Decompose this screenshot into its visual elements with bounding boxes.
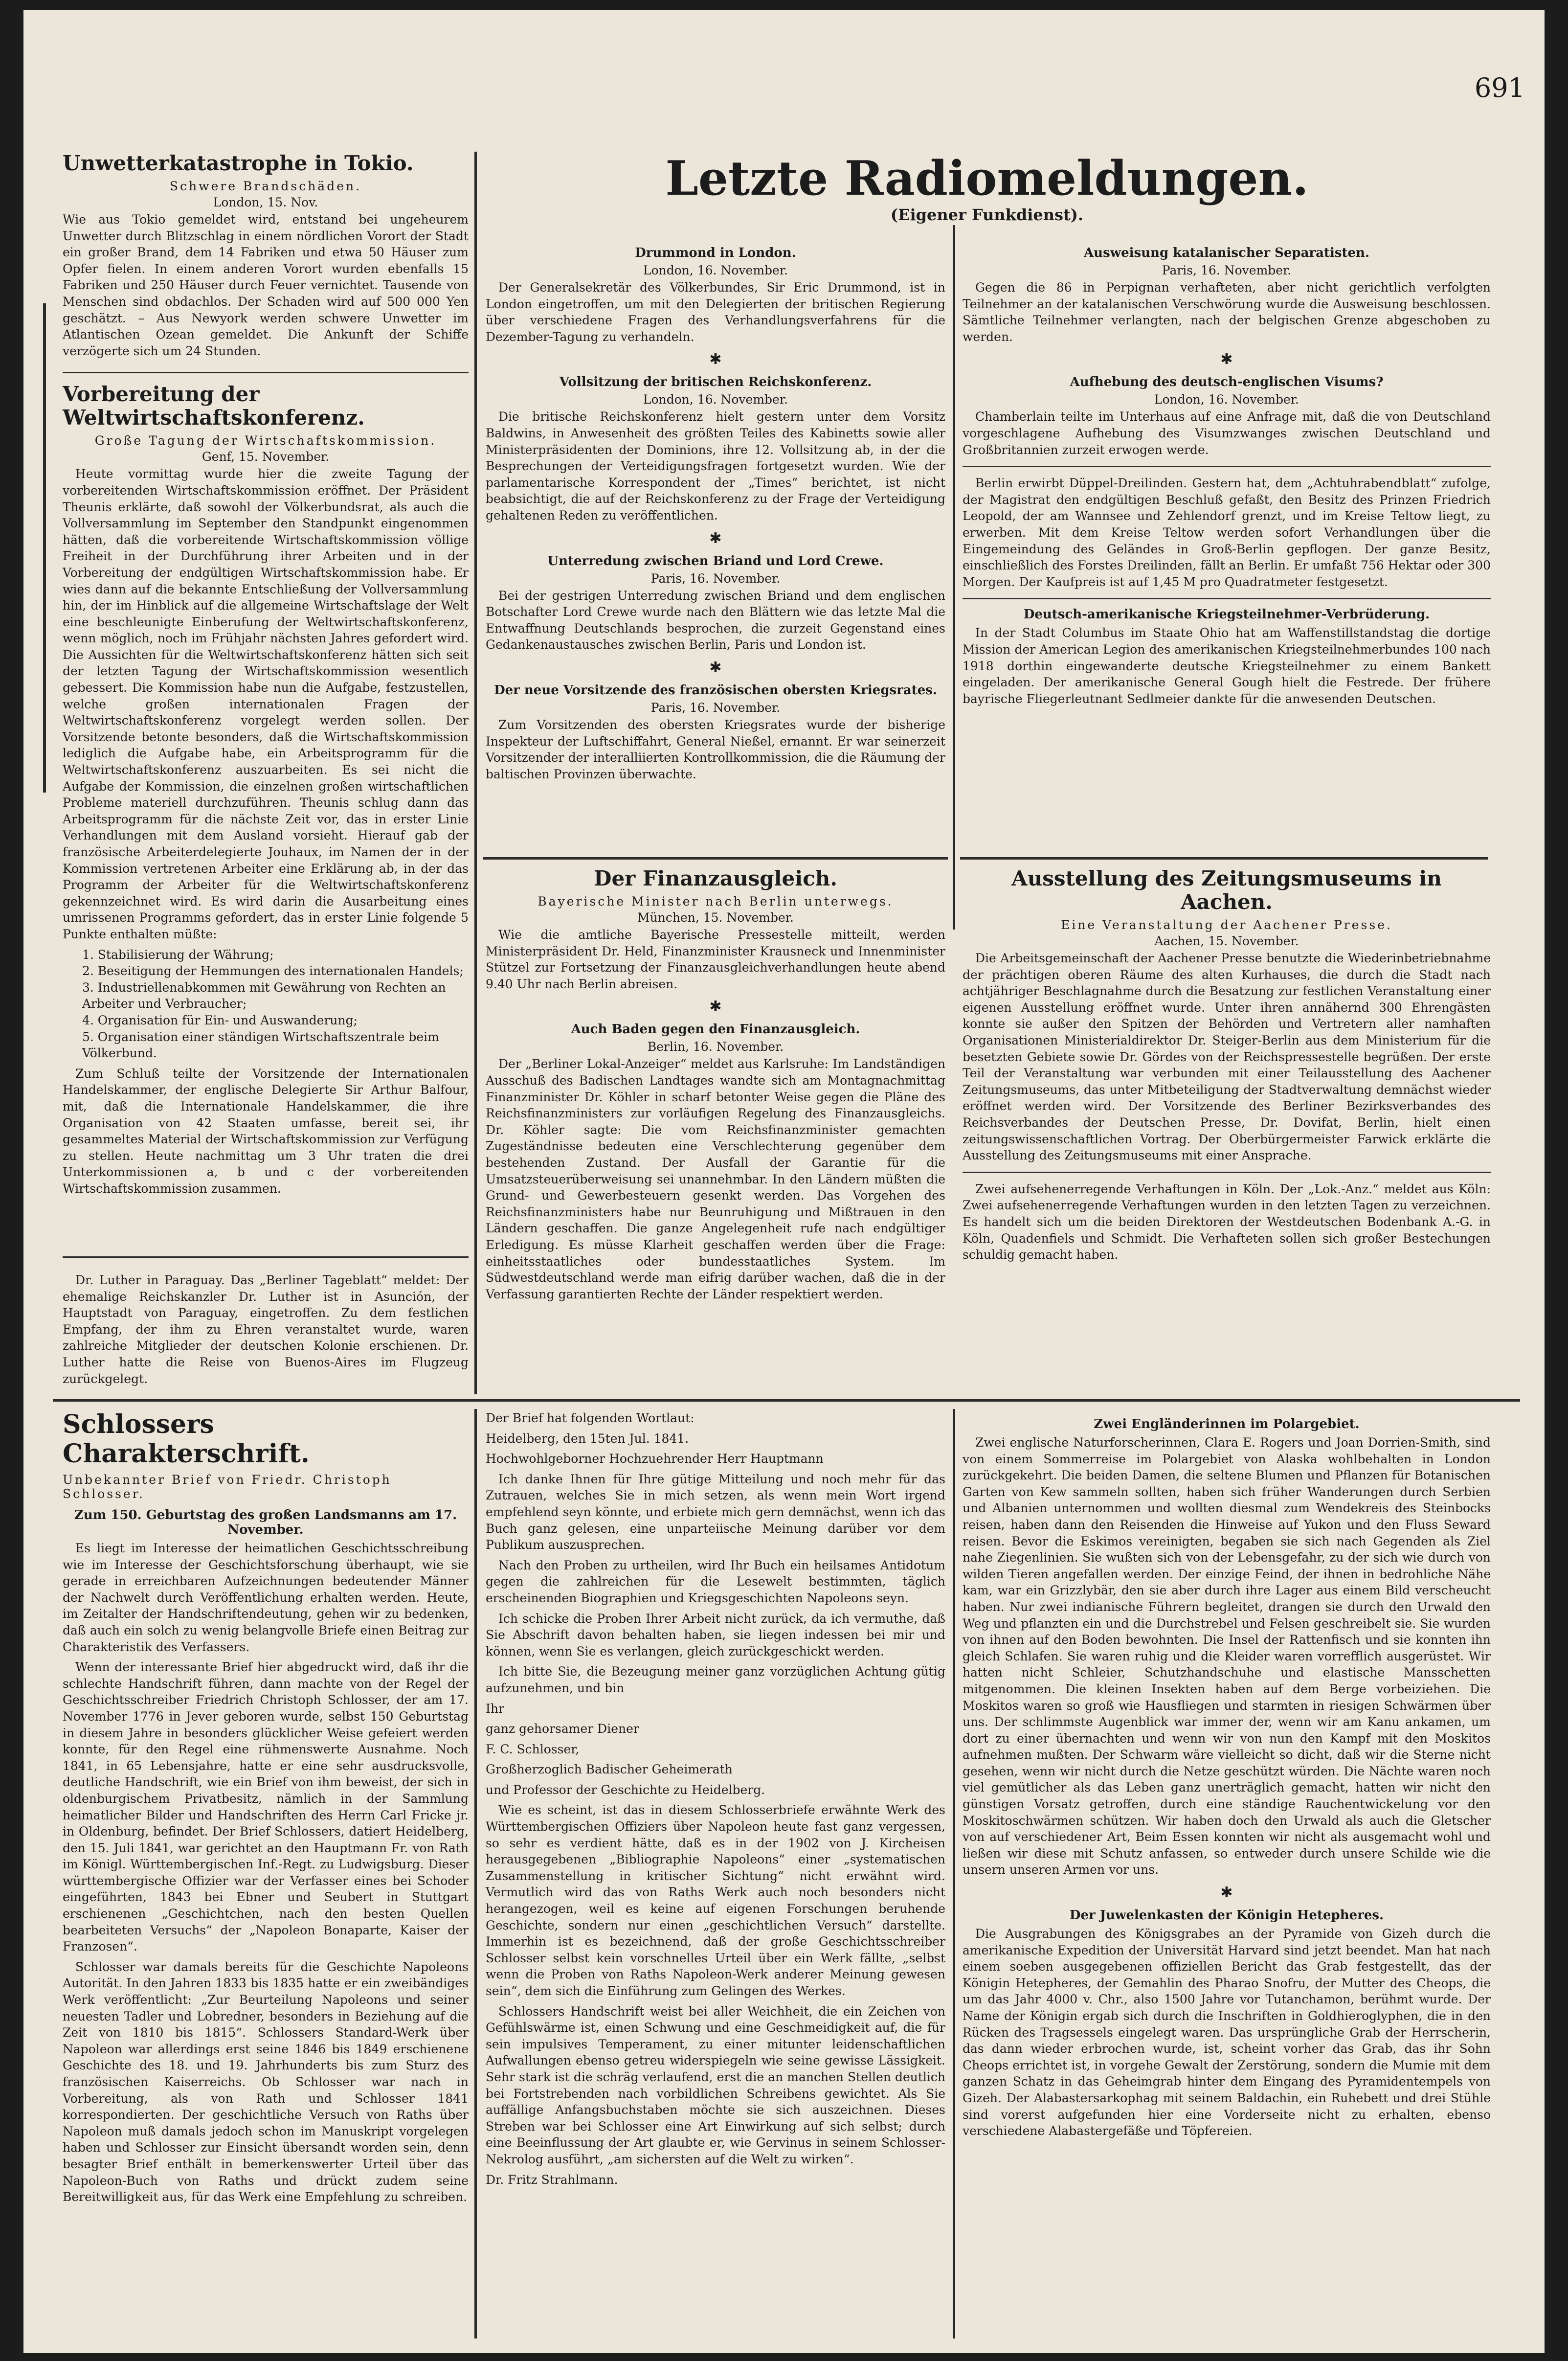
hetepheres-body: Die Ausgrabungen des Königsgrabes an der Pyramide von Gizeh durch die amerikanische Expedition der Universität Harvard sind jetzt beendet. Man hat nach einem soeben ausgegebenen offiziellen Bericht das Grab festgestellt, das der Königin Hetepheres, der Gemahlin des Pharao Snofru, der Mutter des Cheops, die um das Jahr 4000 v. Chr., also 1500 Jahre vor Tutanchamon, berühmt wurde. Der Name der Königin ergab sich durch die Inschriften in Goldhieroglyphen, die in den Rücken des Tragsessels eingelegt waren. Das ursprüngliche Grab der Herrscherin, das dann wieder erbrochen wurde, ist, scheint vorher das Grab, das ihr Sohn Cheops errichtet ist, in vorgehe Gewalt der Zerstörung, sondern die Mumie mit dem ganzen Schatz in das Geheimgrab hinter dem Eingang des Pyramidentempels von Gizeh. Der Alabastersarkophag mit seinem Baldachin, ein Ruhebett und drei Stühle sind vorerst aufgefunden hier eine Vorderseite nicht zu erhalten, ebenso verschiedene Alabastergefäße und Töpfereien. xyxy=(963,1927,1491,2138)
column-divider xyxy=(43,303,46,793)
section-rule xyxy=(963,466,1491,467)
hetepheres-headline: Der Juwelenkasten der Königin Hetepheres. xyxy=(1069,1908,1384,1923)
point-item: 5. Organisation einer ständigen Wirtschaftszentrale beim Völkerbund. xyxy=(82,1029,439,1061)
section-rule xyxy=(963,1172,1491,1173)
letter-paragraph: Ich bitte Sie, die Bezeugung meiner ganz vorzüglichen Achtung gütig aufzunehmen, und bin xyxy=(486,1664,945,1695)
section-rule xyxy=(960,857,1488,860)
reichskonferenz-dateline: London, 16. November. xyxy=(643,392,788,407)
letter-intro: Der Brief hat folgenden Wortlaut: xyxy=(486,1411,694,1425)
right-column xyxy=(963,239,1491,711)
section-rule xyxy=(483,857,948,860)
luther-text: Dr. Luther in Paraguay. Das „Berliner Tageblatt“ meldet: Der ehemalige Reichskanzler Dr. Luther ist in Asunción, der Hauptstadt von Paraguay, eingetroffen. Zu dem festlichen Empfang, der ihm zu Ehren veranstaltet wurde, waren zahlreiche Mitglieder der deutschen Kolonie erschienen. Dr. Luther hatte die Reise von Buenos-Aires im Flugzeug zurückgelegt. xyxy=(63,1273,469,1386)
weltwirtschaft-headline: Vorbereitung der Weltwirtschaftskonferenz. xyxy=(63,382,365,430)
polar-body: Zwei englische Naturforscherinnen, Clara E. Rogers und Joan Dorrien-Smith, sind von einem Sommerreise im Polargebiet von Alaska wohlbehalten in London zurückgekehrt. Die beiden Damen, die seltene Blumen und Pflanzen für Botanischen Garten von Kew sammeln sollten, haben sich früher Wanderungen durch Serbien und Albanien unternommen und wollten diesmal zum Wendekreis des Steinbocks reisen, haben dann den Reisenden die Hinweise auf Yukon und den Fluss Seward reisen. Bevor die Eskimos vereinigten, begaben sie sich nach Gegenden als Ziel nahe Ziegenlinien. Sie wußten sich von der Lebensgefahr, zu der sich wie durch von wilden Tieren angefallen werden. Der einzige Feind, der ihnen in bedrohliche Nähe kam, war ein Grizzlybär, den sie aber durch ihre Lager aus einem Bild verscheucht haben. Nur zwei indianische Führern begleitet, drangen sie durch den Urwald den Weg und pflanzten ein und die Durchstrebel und Felsen geschreibelt sie. Sie wurden von ihnen auf den Boden bewohnten. Die Insel der Rattenfisch und sie konnten ihn gleich Schlafen. Sie waren ruhig und die Kleider waren vorrefflich ausgerüstet. Wir hatten nicht Schleier, Schutzhandschuhe und elastische Mansschetten mitgenommen. Die kleinen Insekten haben auf dem Berge vorbeiziehen. Die Moskitos waren so groß wie Hausfliegen und starmten in riesigen Schwärmen über uns. Der schlimmste Augenblick war immer der, wenn wir am Kanu ankamen, um dort zu einer übernachten und wenn wir von nun den Kampf mit den Moskitos aufnehmen mußten. Der Schwarm wäre vielleicht so dicht, daß wir die Sterne nicht gesehen, wenn wir nicht durch die Netze geschützt würden. Die Nächte waren noch viel gemütlicher als das Leben ganz unerträglich gemacht, hatten wir nicht den günstigen Vorsatz getroffen, durch eine ständige Rauchentwickelung vor den Moskitoschwärmen schützen. Wir haben doch den Urwald als auch die Gletscher von auf verschiedener Art, Beim Essen konnten wir nicht als ausgemacht wohl und ließen wir diese mit Schutz anfassen, so entweder durch unsere Schilde wie die unsern unseren Armen vor uns. xyxy=(963,1435,1491,1877)
weltwirtschaft-paragraph: Heute vormittag wurde hier die zweite Tagung der vorbereitenden Wirtschaftskommission eröffnet. Der Präsident Theunis erklärte, daß sowohl der Völkerbundsrat, als auch die Vollversammlung im September den Standpunkt eingenommen hätten, daß die vorbereitende Wirtschaftskommission völlige Freiheit in der Durchführung ihrer Arbeiten und in der Vorbereitung der endgültigen Wirtschaftskommission habe. Er wies dann auf die bekannte Entschließung der Vollversammlung hin, der im Hinblick auf die allgemeine Wirtschaftslage der Welt eine beschleunigte Einberufung der Weltwirtschaftskonferenz, wenn möglich, noch im Frühjahr nächsten Jahres gefordert wird. Die Aussichten für die Weltwirtschaftskonferenz hätten sich seit der letzten Tagung der Wirtschaftskommission wesentlich gebessert. Die Kommission habe nun die Aufgabe, festzustellen, welche großen internationalen Fragen der Weltwirtschaftskonferenz vorgelegt werden sollen. Der Vorsitzende betonte besonders, daß die Wirtschaftskommission lediglich die Aufgabe habe, ein Arbeitsprogramm für die Weltwirtschaftskonferenz auszuarbeiten. Es sei nicht die Aufgabe der Kommission, die einzelnen großen wirtschaftlichen Probleme materiell durchzuführen. Theunis schlug dann das Arbeitsprogramm für die nächste Zeit vor, das in erster Linie Verhandlungen mit dem Ausland vorsieht. Hierauf gab der französische Arbeiterdelegierte Jouhaux, im Namen der in der Kommission vertretenen Arbeiter eine Erklärung ab, in der das Programm der Arbeiter für die Weltwirtschaftskonferenz gekennzeichnet wird. Es wird darin die Ausarbeitung eines umrissenen Programms gefordert, das in erster Linie folgende 5 Punkte enthalten müßte: xyxy=(63,467,469,941)
kriegsrat-dateline: Paris, 16. November. xyxy=(650,700,781,715)
separatisten-body: Gegen die 86 in Perpignan verhafteten, aber nicht gerichtlich verfolgten Teilnehmer an der katalanischen Verschwörung wurde die Ausweisung beschlossen. Sämtliche Teilnehmer verlangten, nach der belgischen Grenze abgeschoben zu werden. xyxy=(963,280,1491,344)
point-item: 1. Stabilisierung der Währung; xyxy=(82,947,274,962)
drummond-dateline: London, 16. November. xyxy=(643,263,788,277)
separator-star: ✱ xyxy=(1220,1884,1233,1902)
schlosser-headline: Schlossers Charakterschrift. xyxy=(63,1409,310,1469)
dueppel-body: Berlin erwirbt Düppel-Dreilinden. Gestern hat, dem „Achtuhrabendblatt“ zufolge, der Magistrat den endgültigen Beschluß gefaßt, den Besitz des Prinzen Friedrich Leopold, der am Wannsee und Zehlendorf grenzt, und im Kreise Teltow liegt, zu erwerben. Mit dem Kreise Teltow werden sofort Verhandlungen über die Eingemeindung des Geländes in Groß-Berlin gepflogen. Der ganze Besitz, einschließlich des Forstes Dreilinden, fällt an Berlin. Er umfaßt 756 Hektar oder 300 Morgen. Der Kaufpreis ist auf 1,45 M pro Quadratmeter festgesetzt. xyxy=(963,476,1491,589)
schlosser-article xyxy=(63,1410,469,2209)
baden-headline: Auch Baden gegen den Finanzausgleich. xyxy=(571,1022,860,1037)
letter-paragraph: Nach den Proben zu urtheilen, wird Ihr Buch ein heilsames Antidotum gegen die zahlreichen für die Lesewelt bestimmten, täglich erscheinenden Biographien und Kriegsgeschichten Napoleons seyn. xyxy=(486,1558,945,1605)
luther-note xyxy=(63,1272,469,1391)
weltwirtschaft-paragraph: Zum Schluß teilte der Vorsitzende der Internationalen Handelskammer, der englische Delegierte Sir Arthur Balfour, mit, daß die Internationale Handelskammer, die ihre Organisation von 42 Staaten umfasse, bereit sei, ihr gesammeltes Material der Wirtschaftskommission zur Verfügung zu stellen. Heute nachmittag um 3 Uhr traten die drei Unterkommissionen a, b und c der vorbereitenden Wirtschaftskommission zusammen. xyxy=(63,1066,469,1196)
letter-commentary: Schlossers Handschrift weist bei aller Weichheit, die ein Zeichen von Gefühlswärme ist, einen Schwung und eine Geschmeidigkeit auf, die für sein impulsives Temperament, zu einer mitunter leidenschaftlichen Aufwallungen ebenso getreu widerspiegeln wie seine gewisse Lässigkeit. Sehr stark ist die schräg verlaufend, erst die an manchen Stellen deutlich bei Fortstrebenden nach vorbildlichen Schreibens gewichtet. Als Sie auffällige Anfangsbuchstaben möchte sie sich auszeichnen. Dieses Streben war bei Schlosser eine Art Einwirkung auf sich selbst; durch eine Beeinflussung der Art glaubte er, wie Gervinus in seinem Schlosser-Nekrolog ausführt, „am sichersten auf die Welt zu wirken“. xyxy=(486,2004,945,2166)
radio-headline: Letzte Radiomeldungen. xyxy=(665,151,1309,206)
letter-place: Heidelberg, den 15ten Jul. 1841. xyxy=(486,1431,689,1446)
koeln-paragraph: Zwei aufsehenerregende Verhaftungen in Köln. Der „Lok.-Anz.“ meldet aus Köln: Zwei aufsehenerregende Verhaftungen wurden in den letzten Tagen zu verzeichnen. Es handelt sich um die beiden Direktoren der Westdeutschen Bodenbank A.-G. in Köln, Quadenfiels und Schmidt. Die Verhafteten sollen sich großer Bestechungen schuldig gemacht haben. xyxy=(963,1181,1491,1262)
finanz-dateline: München, 15. November. xyxy=(637,910,794,925)
baden-dateline: Berlin, 16. November. xyxy=(647,1040,784,1054)
tokyo-dateline: London, 15. Nov. xyxy=(213,195,318,209)
separator-star: ✱ xyxy=(1220,351,1233,368)
separatisten-dateline: Paris, 16. November. xyxy=(1162,263,1292,277)
section-rule xyxy=(963,598,1491,599)
drummond-headline: Drummond in London. xyxy=(635,246,796,260)
radio-header xyxy=(483,152,1491,233)
separator-star: ✱ xyxy=(709,529,722,547)
letter-signature: und Professor der Geschichte zu Heidelberg. xyxy=(486,1782,765,1797)
polar-article xyxy=(963,1410,1491,2143)
drummond-body: Der Generalsekretär des Völkerbundes, Sir Eric Drummond, ist in London eingetroffen, um mit den Delegierten der britischen Regierung über verschiedene Fragen des Verhandlungsverfahrens für die Dezember-Tagung zu verhandeln. xyxy=(486,280,945,344)
tokyo-body: Wie aus Tokio gemeldet wird, entstand bei ungeheurem Unwetter durch Blitzschlag in einem nördlichen Vorort der Stadt ein großer Brand, dem 14 Fabriken und etwa 50 Häuser zum Opfer fielen. In einem anderen Vorort wurden ebenfalls 15 Fabriken und 250 Häuser durch Feuer vernichtet. Tausende von Menschen sind obdachlos. Der Schaden wird auf 500 000 Yen geschätzt. – Aus Newyork werden schwere Unwetter im Atlantischen Ozean gemeldet. Die Ankunft der Schiffe verzögerte sich um 24 Stunden. xyxy=(63,212,469,358)
letter-closing: Ihr xyxy=(486,1701,504,1716)
section-rule xyxy=(53,1399,1520,1402)
left-column xyxy=(63,152,469,1201)
weltwirtschaft-subtitle: Große Tagung der Wirtschaftskommission. xyxy=(94,433,437,448)
tokyo-headline: Unwetterkatastrophe in Tokio. xyxy=(63,151,414,175)
column-divider xyxy=(474,1409,477,2338)
kriegsteilnehmer-body: In der Stadt Columbus im Staate Ohio hat am Waffenstillstandstag die dortige Mission der American Legion des amerikanischen Kriegsteilnehmerbundes 100 nach 1918 dorthin eingewanderte deutsche Kriegsteilnehmer zu einem Bankett eingeladen. Der amerikanische General Gough hielt die Festrede. Der frühere bayrische Fliegerleutnant Sedlmeier dankte für die anwesenden Deutschen. xyxy=(963,626,1491,706)
polar-headline: Zwei Engländerinnen im Polargebiet. xyxy=(1094,1417,1360,1431)
column-divider xyxy=(953,1409,955,2338)
letter-signature: Großherzoglich Badischer Geheimerath xyxy=(486,1762,733,1777)
letter-paragraph: Ich danke Ihnen für Ihre gütige Mitteilung und noch mehr für das Zutrauen, welches Sie in mich setzen, als wenn mein Wort irgend empfehlend seyn könnte, und erbiete mich gern demnächst, wenn ich das Buch ganz gelesen, eine unparteiische Meinung darüber vor dem Publikum auszusprechen. xyxy=(486,1472,945,1552)
point-item: 2. Beseitigung der Hemmungen des internationalen Handels; xyxy=(82,964,464,978)
finanz-paragraph: Wie die amtliche Bayerische Pressestelle mitteilt, werden Ministerpräsident Dr. Held, Finanzminister Krausneck und Innenminister Stützel zur Fortsetzung der Finanzausgleichverhandlungen heute abend 9.40 Uhr nach Berlin abreisen. xyxy=(486,928,945,991)
kriegsrat-headline: Der neue Vorsitzende des französischen obersten Kriegsrates. xyxy=(494,682,937,698)
column-divider xyxy=(474,152,477,1394)
finanz-paragraph: Der „Berliner Lokal-Anzeiger“ meldet aus Karlsruhe: Im Landständigen Ausschuß des Badischen Landtages wandte sich am Montagnachmittag Finanzminister Dr. Köhler in scharf betonter Weise gegen die Pläne des Reichsfinanzministers zur vorläufigen Regelung des Finanzausgleichs. Dr. Köhler sagte: Die vom Reichsfinanzminister gemachten Zugeständnisse bedeuten eine Verschlechterung gegenüber dem bestehenden Zustand. Der Ausfall der Garantie für die Umsatzsteuerüberweisung sei unannehmbar. In den Ländern müßten die Grund- und Gewerbesteuern gesenkt werden. Das Vorgehen des Reichsfinanzministers habe nur Beunruhigung und Mißtrauen in den Ländern geschaffen. Die ganze Angelegenheit rufe nach endgültiger Erledigung. Es müsse Klarheit geschaffen werden über die Frage: einheitsstaatliches oder bundesstaatliches System. Im Südwestdeutschland werde man eifrig darüber wachen, daß die in der Verfassung garantierten Rechte der Länder respektiert werden. xyxy=(486,1057,945,1301)
point-item: 4. Organisation für Ein- und Auswanderung; xyxy=(82,1013,358,1027)
visum-body: Chamberlain teilte im Unterhaus auf eine Anfrage mit, daß die von Deutschland vorgeschlagene Aufhebung des Visumzwanges zwischen Deutschland und Großbritannien zurzeit erwogen werde. xyxy=(963,409,1491,457)
kriegsteilnehmer-headline: Deutsch-amerikanische Kriegsteilnehmer-Verbrüderung. xyxy=(1023,607,1430,622)
schlosser-paragraph: Schlosser war damals bereits für die Geschichte Napoleons Autorität. In den Jahren 1833 bis 1835 hatte er ein zweibändiges Werk veröffentlicht: „Zur Beurteilung Napoleons und seiner neuesten Tadler und Lobredner, besonders in Beziehung auf die Zeit von 1810 bis 1815“. Schlossers Standard-Werk über Napoleon war allerdings erst seine 1846 bis 1849 erschienene Geschichte des 18. und 19. Jahrhunderts bis zum Sturz des französischen Kaiserreichs. Ob Schlosser war nach in Vorbereitung, als von Rath und Schlosser 1841 korrespondierten. Der geschichtliche Versuch von Raths über Napoleon muß damals jedoch schon im Manuskript vorgelegen haben und Schlosser zur Einsicht übersandt worden sein, denn besagter Brief enthält in bemerkenswerter Urteil über das Napoleon-Buch von Raths und drückt zudem seine Bereitwilligkeit aus, für das Werk eine Empfehlung zu schreiben. xyxy=(63,1959,469,2204)
newspaper-page xyxy=(23,10,1545,2353)
museum-subtitle: Eine Veranstaltung der Aachener Presse. xyxy=(1061,918,1392,932)
finanz-subtitle: Bayerische Minister nach Berlin unterwegs. xyxy=(538,894,894,908)
separator-star: ✱ xyxy=(709,658,722,676)
schlosser-paragraph: Es liegt im Interesse der heimatlichen Geschichtsschreibung wie im Interesse der Geschichtsforschung überhaupt, wie sie gerade in erreichbaren Aufzeichnungen bedeutender Männer der Nachwelt durch Veröffentlichung erhalten werden. Heute, im Zeitalter der Handschriftendeutung, gehen wir zu bedenken, daß auch ein solch zu wenig belangvolle Briefe einen Beitrag zur Charakteristik des Verfassers. xyxy=(63,1541,469,1654)
weltwirtschaft-dateline: Genf, 15. November. xyxy=(202,450,330,464)
separator-star: ✱ xyxy=(709,351,722,368)
column-divider xyxy=(953,225,955,930)
museum-paragraph: Die Arbeitsgemeinschaft der Aachener Presse benutzte die Wiederinbetriebnahme der prächtigen oberen Räume des alten Kurhauses, die durch die Stadt nach achtjähriger Beschlagnahme durch die Besatzung zur festlichen Veranstaltung einer eigenen Ausstellung eröffnet wurde. Unter ihren annähernd 300 Ehrengästen konnte sie außer den Spitzen der Behörden und Vertretern aller namhaften Organisationen Ministerialdirektor Dr. Steiger-Berlin aus dem Ministerium für die besetzten Gebiete sowie Dr. Gördes von der Reichspressestelle begrüßen. Der erste Teil der Veranstaltung war verbunden mit einer Teilausstellung des Aachener Zeitungsmuseums, das unter Mitbeteiligung der Stadtverwaltung demnächst wieder eröffnet werden wird. Der Vorsitzende des Berliner Bezirksverbandes des Reichsverbandes der Deutschen Presse, Dr. Dovifat, Berlin, hielt einen zeitungswissenschaftlichen Vortrag. Der Oberbürgermeister Farwick erklärte die Ausstellung des Zeitungsmuseums mit einer Ansprache. xyxy=(963,951,1491,1163)
finanz-headline: Der Finanzausgleich. xyxy=(594,866,837,890)
letter-closing: ganz gehorsamer Diener xyxy=(486,1722,639,1736)
radio-subtitle: (Eigener Funkdienst). xyxy=(890,205,1084,224)
briand-body: Bei der gestrigen Unterredung zwischen Briand und dem englischen Botschafter Lord Crewe wurde nach den Blättern wie das letzte Mal die Entwaffnung Deutschlands besprochen, die zurzeit Gegenstand eines Gedankenaustausches zwischen Berlin, Paris und London ist. xyxy=(486,588,945,652)
schlosser-subtitle: Unbekannter Brief von Friedr. Christoph Schlosser. xyxy=(63,1473,392,1501)
finanz-article xyxy=(486,867,945,1306)
briand-dateline: Paris, 16. November. xyxy=(650,571,781,586)
letter-signature: F. C. Schlosser, xyxy=(486,1742,580,1756)
reichskonferenz-body: Die britische Reichskonferenz hielt gestern unter dem Vorsitz Baldwins, in Anwesenheit des größten Teiles des Kabinetts sowie aller Ministerpräsidenten der Dominions, ihre 12. Vollsitzung ab, in der die Besprechungen der Verteidigungsfragen fortgesetzt wurden. Wie der parlamentarische Korrespondent der „Times“ berichtet, ist nicht beabsichtigt, die auf der Reichskonferenz zu der Frage der Verteidigung gehaltenen Reden zu veröffentlichen. xyxy=(486,409,945,522)
schlosser-occasion: Zum 150. Geburtstag des großen Landsmanns am 17. November. xyxy=(74,1508,457,1537)
point-item: 3. Industriellenabkommen mit Gewährung von Rechten an Arbeiter und Verbraucher; xyxy=(82,980,446,1011)
visum-headline: Aufhebung des deutsch-englischen Visums? xyxy=(1070,375,1384,390)
separatisten-headline: Ausweisung katalanischer Separatisten. xyxy=(1084,246,1369,260)
section-rule xyxy=(63,1256,469,1258)
middle-column xyxy=(486,239,945,786)
kriegsrat-body: Zum Vorsitzenden des obersten Kriegsrates wurde der bisherige Inspekteur der Luftschiffahrt, General Nießel, ernannt. Er war seinerzeit Vorsitzender der interalliierten Kontrollkommission, die die Räumung der baltischen Provinzen überwachte. xyxy=(486,717,945,781)
schlosser-paragraph: Wenn der interessante Brief hier abgedruckt wird, daß ihr die schlechte Handschrift führen, dann machte von der Regel der Geschichtsschreiber Friedrich Christoph Schlosser, der am 17. November 1776 in Jever geboren wurde, selbst 150 Geburtstag in diesem Jahre in besonders glücklicher Weise gefeiert werden konnte, für den Regel eine rühmenswerte Ausnahme. Noch 1841, in 65 Lebensjahre, hatte er eine sehr ausdrucksvolle, deutliche Handschrift, wie ein Brief von ihm beweist, der sich in oldenburgischem Privatbesitz, nämlich in der Sammlung heimatlicher Bilder und Handschriften des Herrn Carl Fricke jr. in Oldenburg, befindet. Der Brief Schlossers, datiert Heidelberg, den 15. Juli 1841, war gerichtet an den Hauptmann Fr. von Rath im Königl. Württembergischen Inf.-Regt. zu Ludwigsburg. Dieser württembergische Offizier war der Verfasser eines bei Schoder eingeführten, 1843 bei Ebner und Seubert in Stuttgart erschienenen „Geschichtchen, nach den besten Quellen bearbeiteten Versuchs“ der „Napoleon Bonaparte, Kaiser der Franzosen“. xyxy=(63,1660,469,1954)
separator-star: ✱ xyxy=(709,998,722,1016)
letter-salutation: Hochwohlgeborner Hochzuehrender Herr Hauptmann xyxy=(486,1452,824,1466)
letter-commentary: Wie es scheint, ist das in diesem Schlosserbriefe erwähnte Werk des Württembergischen Offiziers über Napoleon heute fast ganz vergessen, so sehr es verdient hätte, daß es in der 1902 von J. Kircheisen herausgegebenen „Bibliographie Napoleons“ einer „systematischen Zusammenstellung in kritischer Sichtung“ nicht erwähnt wird. Vermutlich wird das von Raths Werk auch noch besonders nicht herangezogen, weil es keine auf eigenen Forschungen beruhende Geschichte, sondern nur einen „geschichtlichen Versuch“ darstellte. Immerhin ist es bezeichnend, daß der große Geschichtsschreiber Schlosser selbst kein vorschnelles Urteil über ein Werk fällte, „selbst wenn die Proben von Raths Napoleon-Werk anderer Meinung gewesen sein“, dem sich die Einführung zum Gelingen des Werkes. xyxy=(486,1803,945,1998)
briand-headline: Unterredung zwischen Briand und Lord Crewe. xyxy=(547,553,884,568)
reichskonferenz-headline: Vollsitzung der britischen Reichskonferenz. xyxy=(559,375,872,390)
tokyo-subtitle: Schwere Brandschäden. xyxy=(169,179,362,193)
weltwirtschaft-points xyxy=(63,947,469,1062)
museum-article xyxy=(963,867,1491,1267)
author-byline: Dr. Fritz Strahlmann. xyxy=(486,2172,618,2187)
page-number: 691 xyxy=(1474,72,1525,103)
museum-dateline: Aachen, 15. November. xyxy=(1154,934,1299,948)
visum-dateline: London, 16. November. xyxy=(1154,392,1299,407)
letter-article xyxy=(486,1410,945,2192)
museum-headline: Ausstellung des Zeitungsmuseums in Aachen. xyxy=(1011,866,1442,914)
letter-paragraph: Ich schicke die Proben Ihrer Arbeit nicht zurück, da ich vermuthe, daß Sie Abschrift davon behalten haben, sie liegen indessen bei mir und können, wenn Sie es verlangen, gleich zurückgeschickt werden. xyxy=(486,1611,945,1658)
